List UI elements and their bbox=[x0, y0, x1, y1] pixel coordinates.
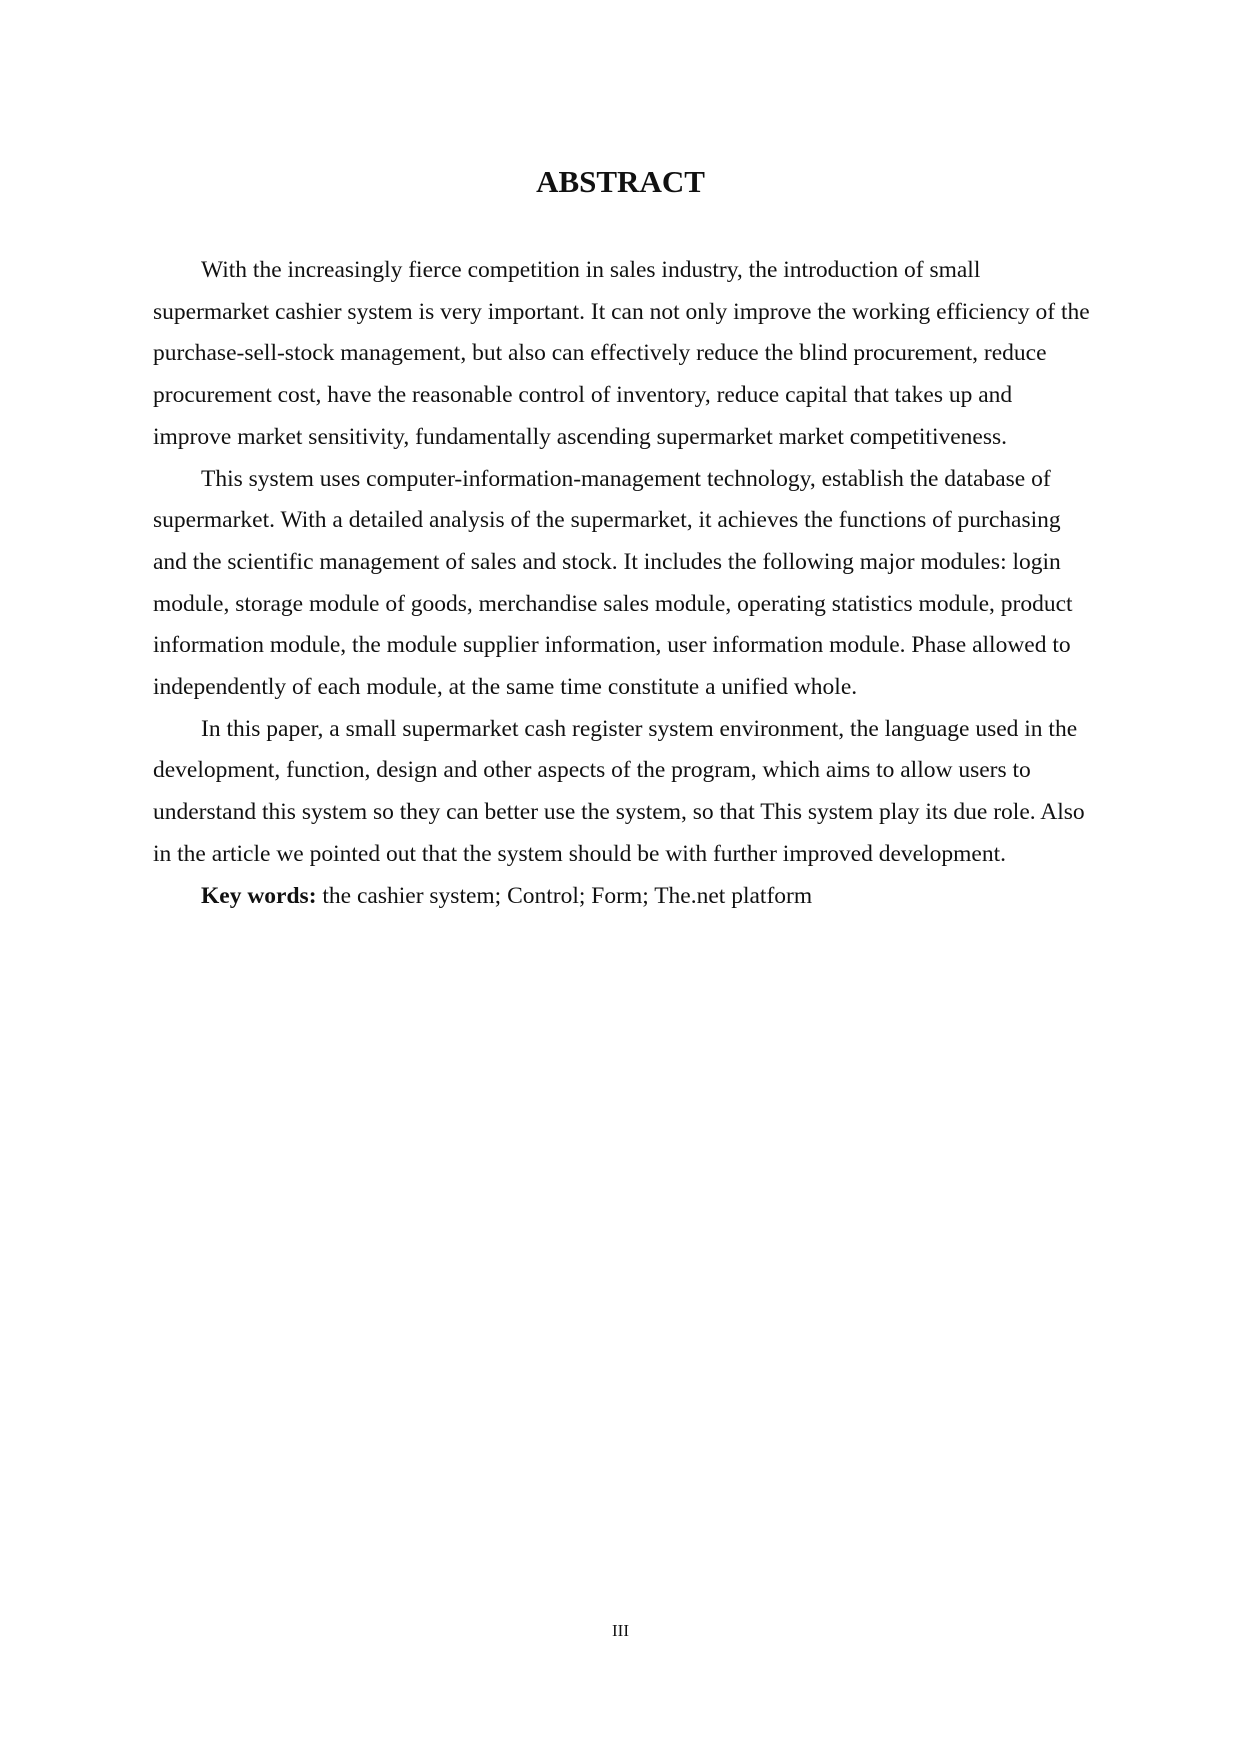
page-title: ABSTRACT bbox=[536, 164, 705, 199]
abstract-paragraph-1: With the increasingly fierce competition in sales industry, the introduction of small supermarket cashier system is very important. It can not only improve the working efficiency of the purchase-sell-stock management, but also can effectively reduce the blind procurement, reduce procurement cost, have the reasonable control of inventory, reduce capital that takes up and improve market sensitivity, fundamentally ascending supermarket market competitiveness. bbox=[153, 257, 1090, 450]
abstract-body bbox=[153, 250, 1096, 917]
keywords-text: the cashier system; Control; Form; The.net platform bbox=[316, 882, 813, 909]
abstract-paragraph-2: This system uses computer-information-management technology, establish the database of supermarket. With a detailed analysis of the supermarket, it achieves the functions of purchasing and the scientific management of sales and stock. It includes the following major modules: login module, storage module of goods, merchandise sales module, operating statistics module, product information module, the module supplier information, user information module. Phase allowed to independently of each module, at the same time constitute a unified whole. bbox=[153, 465, 1073, 701]
keywords-label: Key words: bbox=[201, 882, 317, 909]
page-number: III bbox=[612, 1621, 629, 1640]
abstract-paragraph-3: In this paper, a small supermarket cash register system environment, the language used in the development, function, design and other aspects of the program, which aims to allow users to understand this system so they can better use the system, so that This system play its due role. Also in the article we pointed out that the system should be with further improved development. bbox=[153, 715, 1085, 867]
keywords-line bbox=[153, 876, 1096, 918]
